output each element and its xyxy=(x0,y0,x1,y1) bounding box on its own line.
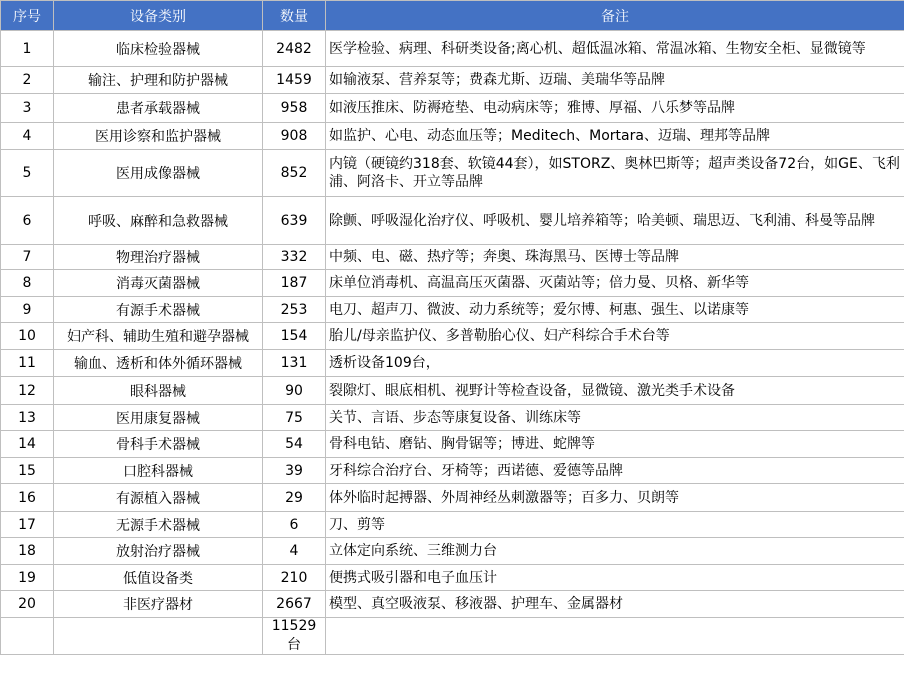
total-empty-no[interactable] xyxy=(1,618,54,655)
cell-qty[interactable]: 253 xyxy=(263,297,326,323)
cell-qty[interactable]: 210 xyxy=(263,565,326,591)
cell-note[interactable]: 裂隙灯、眼底相机、视野计等检查设备，显微镜、激光类手术设备 xyxy=(326,377,904,405)
cell-note[interactable]: 立体定向系统、三维测力台 xyxy=(326,538,904,565)
table-row xyxy=(1,67,904,94)
table-row xyxy=(1,377,904,405)
cell-note[interactable]: 床单位消毒机、高温高压灭菌器、灭菌站等；倍力曼、贝格、新华等 xyxy=(326,270,904,297)
table-row xyxy=(1,323,904,350)
cell-category[interactable]: 呼吸、麻醉和急救器械 xyxy=(54,197,263,245)
cell-category[interactable]: 非医疗器材 xyxy=(54,591,263,618)
cell-note[interactable]: 除颤、呼吸湿化治疗仪、呼吸机、婴儿培养箱等；哈美顿、瑞思迈、飞利浦、科曼等品牌 xyxy=(326,197,904,245)
cell-note[interactable]: 模型、真空吸液泵、移液器、护理车、金属器材 xyxy=(326,591,904,618)
cell-note[interactable]: 便携式吸引器和电子血压计 xyxy=(326,565,904,591)
table-row xyxy=(1,458,904,484)
cell-qty[interactable]: 75 xyxy=(263,405,326,431)
cell-no[interactable]: 6 xyxy=(1,197,54,245)
table-row xyxy=(1,538,904,565)
cell-no[interactable]: 20 xyxy=(1,591,54,618)
cell-qty[interactable]: 54 xyxy=(263,431,326,458)
cell-no[interactable]: 7 xyxy=(1,245,54,270)
header-row xyxy=(1,1,904,31)
cell-category[interactable]: 妇产科、辅助生殖和避孕器械 xyxy=(54,323,263,350)
cell-qty[interactable]: 29 xyxy=(263,484,326,512)
table-row xyxy=(1,150,904,197)
table-row xyxy=(1,94,904,123)
cell-qty[interactable]: 958 xyxy=(263,94,326,123)
cell-qty[interactable]: 187 xyxy=(263,270,326,297)
cell-qty[interactable]: 852 xyxy=(263,150,326,197)
table-row xyxy=(1,565,904,591)
table-row xyxy=(1,512,904,538)
table-row xyxy=(1,591,904,618)
cell-qty[interactable]: 4 xyxy=(263,538,326,565)
cell-note[interactable]: 体外临时起搏器、外周神经丛刺激器等；百多力、贝朗等 xyxy=(326,484,904,512)
cell-qty[interactable]: 6 xyxy=(263,512,326,538)
cell-qty[interactable]: 90 xyxy=(263,377,326,405)
cell-no[interactable]: 18 xyxy=(1,538,54,565)
cell-note[interactable]: 胎儿/母亲监护仪、多普勒胎心仪、妇产科综合手术台等 xyxy=(326,323,904,350)
cell-qty[interactable]: 1459 xyxy=(263,67,326,94)
cell-no[interactable]: 17 xyxy=(1,512,54,538)
cell-category[interactable]: 有源植入器械 xyxy=(54,484,263,512)
cell-category[interactable]: 消毒灭菌器械 xyxy=(54,270,263,297)
cell-note[interactable]: 骨科电钻、磨钻、胸骨锯等；博进、蛇牌等 xyxy=(326,431,904,458)
cell-category[interactable]: 口腔科器械 xyxy=(54,458,263,484)
cell-note[interactable]: 关节、言语、步态等康复设备、训练床等 xyxy=(326,405,904,431)
cell-category[interactable]: 输血、透析和体外循环器械 xyxy=(54,350,263,377)
table-row xyxy=(1,350,904,377)
cell-no[interactable]: 1 xyxy=(1,31,54,67)
cell-category[interactable]: 骨科手术器械 xyxy=(54,431,263,458)
cell-note[interactable]: 如液压推床、防褥疮垫、电动病床等；雅博、厚福、八乐梦等品牌 xyxy=(326,94,904,123)
cell-qty[interactable]: 2667 xyxy=(263,591,326,618)
total-qty[interactable]: 11529台 xyxy=(263,618,326,655)
cell-note[interactable]: 如监护、心电、动态血压等；Meditech、Mortara、迈瑞、理邦等品牌 xyxy=(326,123,904,150)
cell-category[interactable]: 低值设备类 xyxy=(54,565,263,591)
cell-no[interactable]: 8 xyxy=(1,270,54,297)
total-empty-category[interactable] xyxy=(54,618,263,655)
cell-category[interactable]: 眼科器械 xyxy=(54,377,263,405)
cell-qty[interactable]: 2482 xyxy=(263,31,326,67)
cell-qty[interactable]: 154 xyxy=(263,323,326,350)
cell-note[interactable]: 中频、电、磁、热疗等；奔奥、珠海黑马、医博士等品牌 xyxy=(326,245,904,270)
cell-category[interactable]: 临床检验器械 xyxy=(54,31,263,67)
cell-note[interactable]: 内镜（硬镜约318套、软镜44套），如STORZ、奥林巴斯等；超声类设备72台，如GE、飞利浦、阿洛卡、开立等品牌 xyxy=(326,150,904,197)
cell-note[interactable]: 医学检验、病理、科研类设备;离心机、超低温冰箱、常温冰箱、生物安全柜、显微镜等 xyxy=(326,31,904,67)
total-empty-note[interactable] xyxy=(326,618,904,655)
cell-note[interactable]: 刀、剪等 xyxy=(326,512,904,538)
cell-category[interactable]: 输注、护理和防护器械 xyxy=(54,67,263,94)
cell-note[interactable]: 如输液泵、营养泵等；费森尤斯、迈瑞、美瑞华等品牌 xyxy=(326,67,904,94)
table-body xyxy=(1,31,904,618)
cell-no[interactable]: 4 xyxy=(1,123,54,150)
cell-category[interactable]: 医用康复器械 xyxy=(54,405,263,431)
table-row xyxy=(1,431,904,458)
header-note[interactable]: 备注 xyxy=(326,1,904,31)
cell-note[interactable]: 透析设备109台， xyxy=(326,350,904,377)
cell-no[interactable]: 2 xyxy=(1,67,54,94)
cell-no[interactable]: 3 xyxy=(1,94,54,123)
cell-no[interactable]: 12 xyxy=(1,377,54,405)
cell-category[interactable]: 无源手术器械 xyxy=(54,512,263,538)
cell-note[interactable]: 电刀、超声刀、微波、动力系统等；爱尔博、柯惠、强生、以诺康等 xyxy=(326,297,904,323)
total-row xyxy=(1,618,904,655)
table-row xyxy=(1,123,904,150)
cell-category[interactable]: 放射治疗器械 xyxy=(54,538,263,565)
cell-no[interactable]: 16 xyxy=(1,484,54,512)
cell-qty[interactable]: 39 xyxy=(263,458,326,484)
table-row xyxy=(1,297,904,323)
cell-no[interactable]: 15 xyxy=(1,458,54,484)
table-row xyxy=(1,270,904,297)
cell-category[interactable]: 有源手术器械 xyxy=(54,297,263,323)
table-row xyxy=(1,197,904,245)
cell-note[interactable]: 牙科综合治疗台、牙椅等；西诺德、爱德等品牌 xyxy=(326,458,904,484)
table-row xyxy=(1,245,904,270)
cell-qty[interactable]: 332 xyxy=(263,245,326,270)
cell-no[interactable]: 11 xyxy=(1,350,54,377)
table-row xyxy=(1,31,904,67)
cell-no[interactable]: 9 xyxy=(1,297,54,323)
cell-category[interactable]: 患者承载器械 xyxy=(54,94,263,123)
header-category[interactable]: 设备类别 xyxy=(54,1,263,31)
cell-no[interactable]: 14 xyxy=(1,431,54,458)
header-qty[interactable]: 数量 xyxy=(263,1,326,31)
cell-no[interactable]: 5 xyxy=(1,150,54,197)
cell-no[interactable]: 13 xyxy=(1,405,54,431)
table-row xyxy=(1,484,904,512)
header-no[interactable]: 序号 xyxy=(1,1,54,31)
cell-qty[interactable]: 131 xyxy=(263,350,326,377)
cell-qty[interactable]: 908 xyxy=(263,123,326,150)
cell-category[interactable]: 物理治疗器械 xyxy=(54,245,263,270)
cell-no[interactable]: 10 xyxy=(1,323,54,350)
cell-qty[interactable]: 639 xyxy=(263,197,326,245)
cell-no[interactable]: 19 xyxy=(1,565,54,591)
cell-category[interactable]: 医用诊察和监护器械 xyxy=(54,123,263,150)
table-row xyxy=(1,405,904,431)
cell-category[interactable]: 医用成像器械 xyxy=(54,150,263,197)
